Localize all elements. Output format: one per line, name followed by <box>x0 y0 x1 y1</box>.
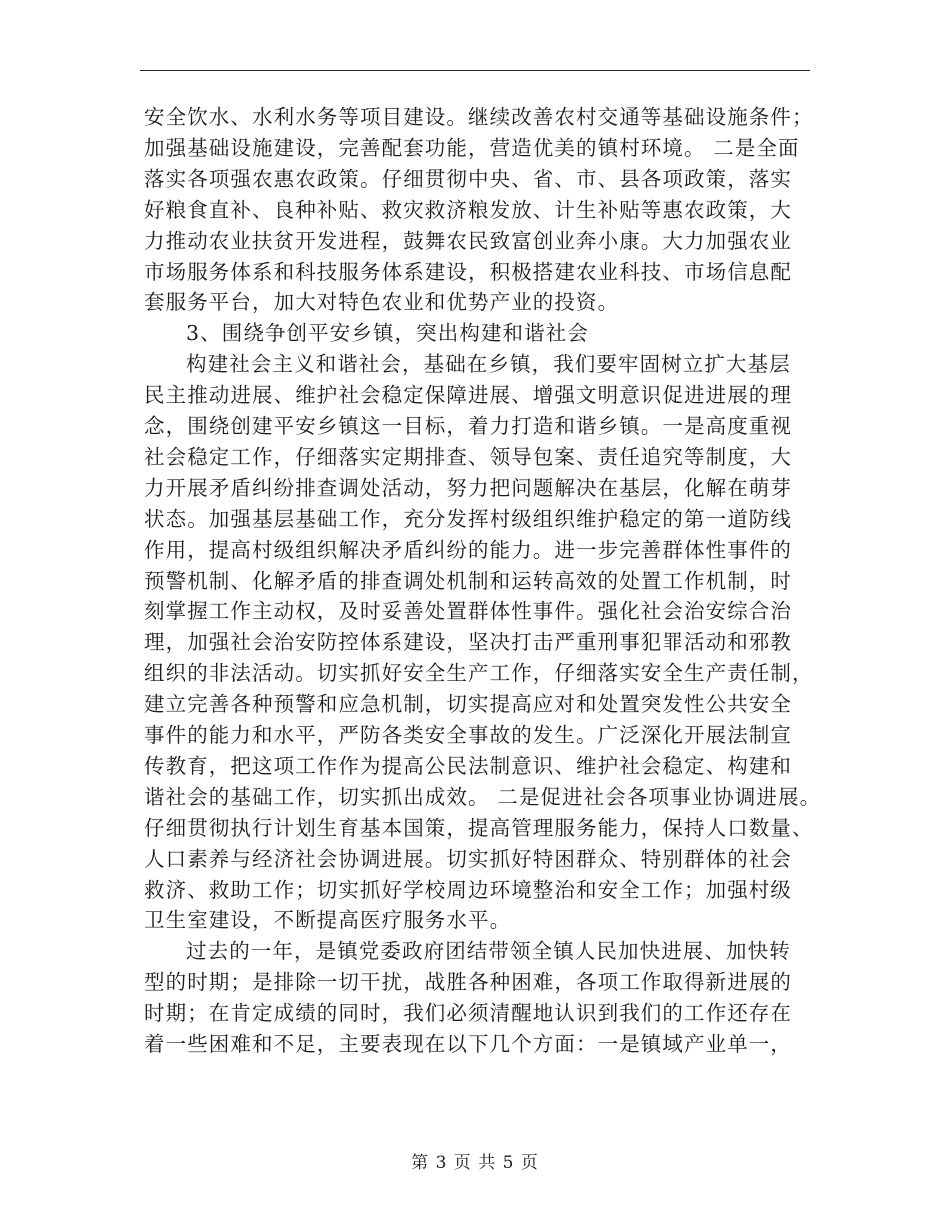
text-line: 组织的非法活动。切实抓好安全生产工作，仔细落实安全生产责任制， <box>144 661 814 686</box>
text-line: 好粮食直补、良种补贴、救灾救济粮发放、计生补贴等惠农政策，大 <box>144 197 792 222</box>
text-line: 卫生室建设，不断提高医疗服务水平。 <box>144 908 512 933</box>
text-line: 念，围绕创建平安乡镇这一目标，着力打造和谐乡镇。一是高度重视 <box>144 414 792 438</box>
text-line: 谐社会的基础工作，切实抓出成效。 二是促进社会各项事业协调进展。 <box>144 784 822 809</box>
text-line: 安全饮水、水利水务等项目建设。继续改善农村交通等基础设施条件； <box>144 105 814 129</box>
text-line: 力推动农业扶贫开发进程，鼓舞农民致富创业奔小康。大力加强农业 <box>144 228 792 253</box>
text-line: 事件的能力和水平，严防各类安全事故的发生。广泛深化开展法制宣 <box>144 723 792 747</box>
text-line: 预警机制、化解矛盾的排查调处机制和运转高效的处置工作机制，时 <box>144 568 792 593</box>
text-line: 建立完善各种预警和应急机制，切实提高应对和处置突发性公共安全 <box>144 692 792 717</box>
text-line: 状态。加强基层基础工作，充分发挥村级组织维护稳定的第一道防线 <box>144 506 792 531</box>
text-line: 3、围绕争创平安乡镇，突出构建和谐社会 <box>186 321 589 346</box>
text-line: 时期；在肯定成绩的同时，我们必须清醒地认识到我们的工作还存在 <box>144 1001 792 1026</box>
text-line: 构建社会主义和谐社会，基础在乡镇，我们要牢固树立扩大基层 <box>186 352 791 377</box>
text-line: 民主推动进展、维护社会稳定保障进展、增强文明意识促进进展的理 <box>144 383 792 408</box>
text-line: 作用，提高村级组织解决矛盾纠纷的能力。进一步完善群体性事件的 <box>144 537 792 562</box>
text-line: 救济、救助工作；切实抓好学校周边环境整治和安全工作；加强村级 <box>144 877 792 902</box>
text-line: 传教育，把这项工作作为提高公民法制意识、维护社会稳定、构建和 <box>144 753 792 778</box>
text-line: 刻掌握工作主动权，及时妥善处置群体性事件。强化社会治安综合治 <box>144 599 792 624</box>
text-line: 市场服务体系和科技服务体系建设，积极搭建农业科技、市场信息配 <box>144 259 792 284</box>
text-line: 社会稳定工作，仔细落实定期排查、领导包案、责任追究等制度，大 <box>144 444 792 469</box>
text-line: 仔细贯彻执行计划生育基本国策，提高管理服务能力，保持人口数量、 <box>144 815 814 840</box>
text-line: 人口素养与经济社会协调进展。切实抓好特困群众、特别群体的社会 <box>144 846 792 871</box>
page-footer: 第 3 页 共 5 页 <box>411 1153 539 1173</box>
header-rule <box>140 70 810 71</box>
text-line: 力开展矛盾纠纷排查调处活动，努力把问题解决在基层，化解在萌芽 <box>144 475 792 500</box>
text-line: 着一些困难和不足，主要表现在以下几个方面：一是镇域产业单一， <box>144 1032 792 1056</box>
text-line: 套服务平台，加大对特色农业和优势产业的投资。 <box>144 290 620 315</box>
text-line: 理，加强社会治安防控体系建设，坚决打击严重刑事犯罪活动和邪教 <box>144 630 792 655</box>
text-line: 过去的一年，是镇党委政府团结带领全镇人民加快进展、加快转 <box>186 939 791 964</box>
text-line: 落实各项强农惠农政策。仔细贯彻中央、省、市、县各项政策，落实 <box>144 166 792 191</box>
text-line: 加强基础设施建设，完善配套功能，营造优美的镇村环境。 二是全面 <box>144 135 800 160</box>
text-line: 型的时期；是排除一切干扰，战胜各种困难，各项工作取得新进展的 <box>144 970 792 995</box>
